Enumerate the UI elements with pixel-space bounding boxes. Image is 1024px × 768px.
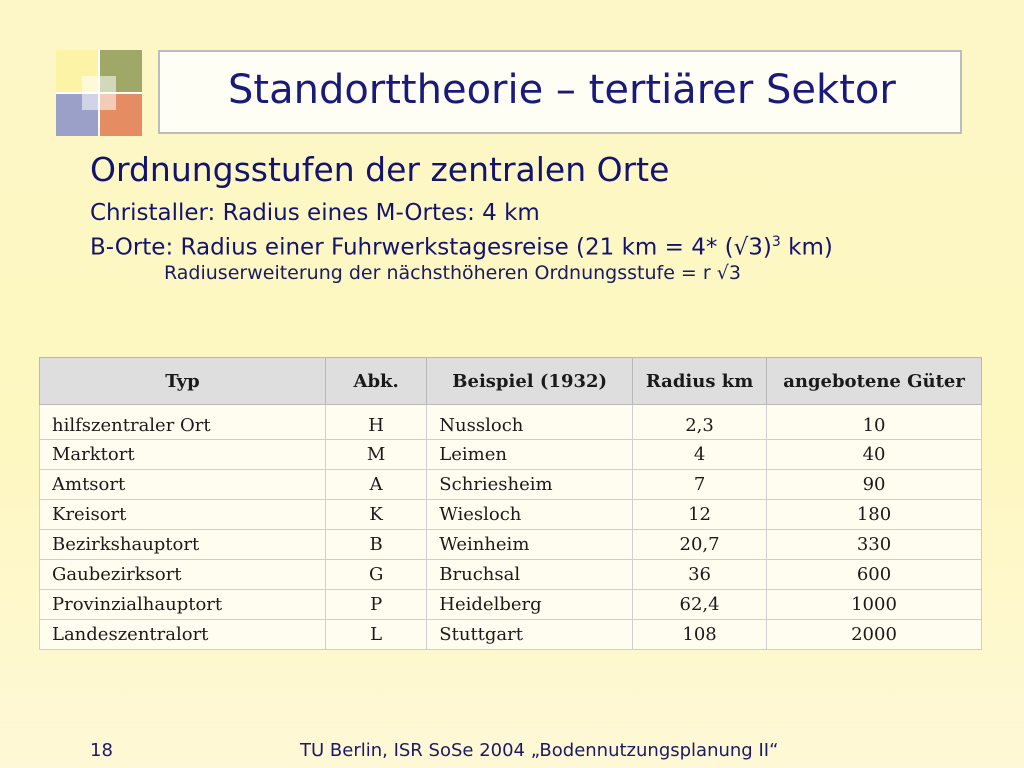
b-orte-exponent: 3 bbox=[771, 233, 781, 250]
cell-typ: Amtsort bbox=[40, 470, 326, 500]
content-line-b-orte bbox=[90, 234, 833, 261]
cell-abk: B bbox=[326, 530, 427, 560]
content-line-christaller: Christaller: Radius eines M-Ortes: 4 km bbox=[90, 199, 540, 226]
header-radius: Radius km bbox=[633, 358, 767, 405]
cell-abk: H bbox=[326, 405, 427, 440]
slide-content bbox=[90, 150, 833, 284]
b-orte-unit: km) bbox=[780, 234, 833, 261]
cell-typ: Provinzialhauptort bbox=[40, 590, 326, 620]
cell-beispiel: Leimen bbox=[427, 440, 633, 470]
content-heading: Ordnungsstufen der zentralen Orte bbox=[90, 150, 670, 189]
cell-radius: 2,3 bbox=[633, 405, 767, 440]
header-gueter: angebotene Güter bbox=[767, 358, 982, 405]
footer-text: TU Berlin, ISR SoSe 2004 „Bodennutzungsplanung II“ bbox=[300, 740, 779, 761]
cell-beispiel: Stuttgart bbox=[427, 620, 633, 650]
cell-gueter: 10 bbox=[767, 405, 982, 440]
cell-gueter: 2000 bbox=[767, 620, 982, 650]
header-beispiel: Beispiel (1932) bbox=[427, 358, 633, 405]
cell-typ: Gaubezirksort bbox=[40, 560, 326, 590]
cell-radius: 7 bbox=[633, 470, 767, 500]
cell-abk: M bbox=[326, 440, 427, 470]
table-row bbox=[40, 405, 982, 440]
logo-divider-vertical bbox=[98, 50, 100, 136]
cell-gueter: 330 bbox=[767, 530, 982, 560]
cell-beispiel: Weinheim bbox=[427, 530, 633, 560]
cell-beispiel: Heidelberg bbox=[427, 590, 633, 620]
header-typ: Typ bbox=[40, 358, 326, 405]
cell-abk: K bbox=[326, 500, 427, 530]
cell-beispiel: Nussloch bbox=[427, 405, 633, 440]
cell-radius: 20,7 bbox=[633, 530, 767, 560]
content-line-radiuserweiterung: Radiuserweiterung der nächsthöheren Ordnungsstufe = r √3 bbox=[164, 262, 741, 285]
page-number: 18 bbox=[90, 740, 113, 761]
header-abk: Abk. bbox=[326, 358, 427, 405]
cell-beispiel: Schriesheim bbox=[427, 470, 633, 500]
cell-radius: 36 bbox=[633, 560, 767, 590]
logo bbox=[56, 50, 142, 136]
cell-radius: 108 bbox=[633, 620, 767, 650]
cell-typ: Bezirkshauptort bbox=[40, 530, 326, 560]
cell-abk: L bbox=[326, 620, 427, 650]
cell-typ: Marktort bbox=[40, 440, 326, 470]
table-row bbox=[40, 500, 982, 530]
cell-typ: Kreisort bbox=[40, 500, 326, 530]
table-row bbox=[40, 440, 982, 470]
table-row bbox=[40, 620, 982, 650]
cell-gueter: 600 bbox=[767, 560, 982, 590]
cell-beispiel: Wiesloch bbox=[427, 500, 633, 530]
cell-typ: Landeszentralort bbox=[40, 620, 326, 650]
cell-abk: P bbox=[326, 590, 427, 620]
central-places-table bbox=[39, 357, 982, 650]
cell-gueter: 90 bbox=[767, 470, 982, 500]
cell-beispiel: Bruchsal bbox=[427, 560, 633, 590]
b-orte-text: B-Orte: Radius einer Fuhrwerkstagesreise (21 km = 4* (√3) bbox=[90, 234, 772, 261]
cell-gueter: 1000 bbox=[767, 590, 982, 620]
table-row bbox=[40, 470, 982, 500]
cell-radius: 62,4 bbox=[633, 590, 767, 620]
cell-radius: 12 bbox=[633, 500, 767, 530]
cell-gueter: 40 bbox=[767, 440, 982, 470]
slide-title: Standorttheorie – tertiärer Sektor bbox=[228, 67, 896, 113]
table-row bbox=[40, 530, 982, 560]
cell-abk: A bbox=[326, 470, 427, 500]
table-row bbox=[40, 590, 982, 620]
table-header-row bbox=[40, 358, 982, 405]
cell-radius: 4 bbox=[633, 440, 767, 470]
table-row bbox=[40, 560, 982, 590]
cell-typ: hilfszentraler Ort bbox=[40, 405, 326, 440]
cell-abk: G bbox=[326, 560, 427, 590]
cell-gueter: 180 bbox=[767, 500, 982, 530]
title-box bbox=[158, 50, 962, 134]
